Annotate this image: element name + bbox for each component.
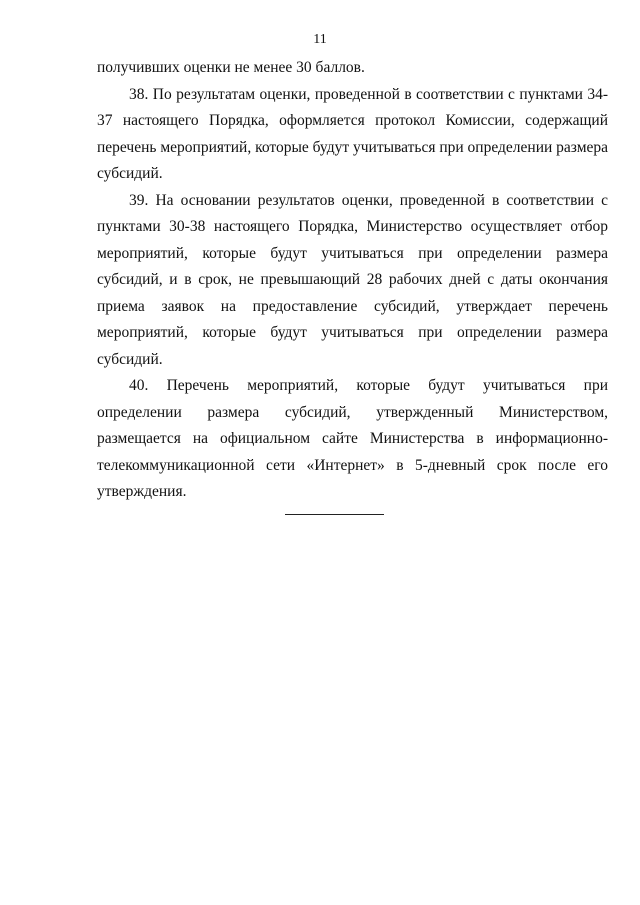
document-body [97,55,608,506]
end-divider-line [285,514,384,515]
page-number: 11 [313,32,327,47]
paragraph-item-40: 40. Перечень мероприятий, которые будут учитываться при определении размера субсидий, утвержденный Министерством, размещается на официальном сайте Министерства в информационно-телекоммуникационной сети «Интернет» в 5-дневный срок после его утверждения. [97,377,608,500]
paragraph-item-39: 39. На основании результатов оценки, проведенной в соответствии с пунктами 30-38 настоящего Порядка, Министерство осуществляет отбор мероприятий, которые будут учитываться при определении размера субсидий, и в срок, не превышающий 28 рабочих дней с даты окончания приема заявок на предоставление субсидий, утверждает перечень мероприятий, которые будут учитываться при определении размера субсидий. [97,191,608,368]
paragraph-item-38: 38. По результатам оценки, проведенной в соответствии с пунктами 34-37 настоящего Порядка, оформляется протокол Комиссии, содержащий перечень мероприятий, которые будут учитываться при определении размера субсидий. [97,85,609,182]
paragraph-continuation: получивших оценки не менее 30 баллов. [97,59,365,76]
